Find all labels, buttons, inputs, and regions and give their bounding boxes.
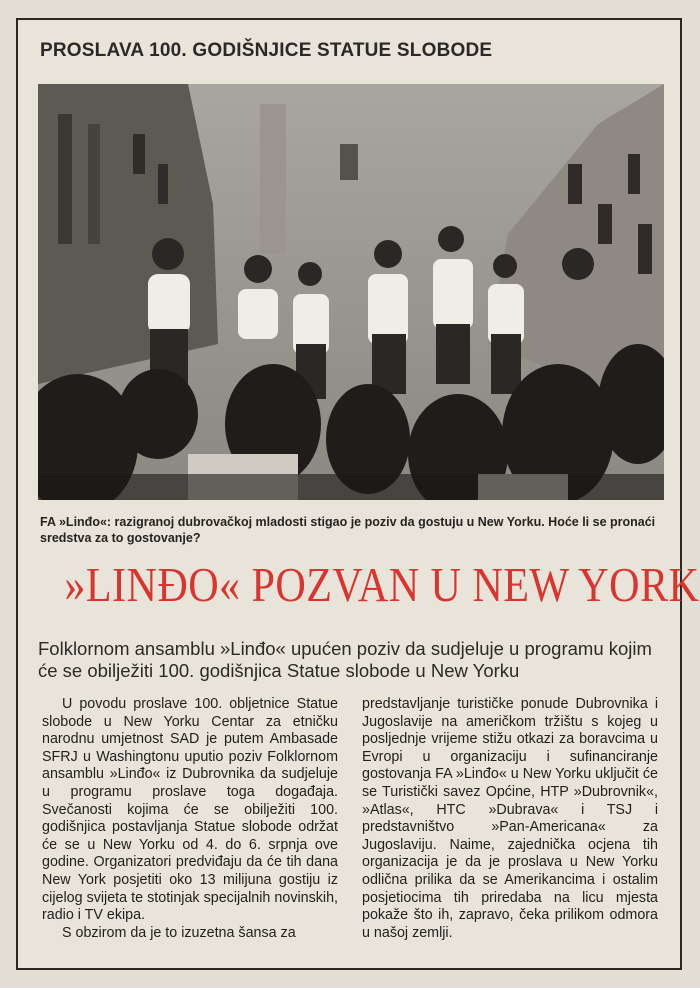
article-kicker: PROSLAVA 100. GODIŠNJICE STATUE SLOBODE (40, 40, 493, 61)
body-column-right (362, 696, 658, 942)
body-paragraph: S obzirom da je to izuzetna šansa za (62, 924, 296, 941)
article-photo (38, 84, 664, 500)
folk-dancers-photo (38, 84, 664, 500)
photo-caption: FA »Linđo«: razigranoj dubrovačkoj mladosti stigao je poziv da gostuju u New Yorku. Hoće li se pronaći sredstva za to gostovanje? (40, 515, 656, 545)
article-headline: »LINĐO« POZVAN U NEW YORK (64, 557, 700, 612)
article-frame (16, 18, 700, 970)
body-column-left (42, 696, 338, 942)
article-lead: Folklornom ansamblu »Linđo« upućen poziv da sudjeluje u programu kojim će se obilježiti 100. godišnjica Statue slobode u New Yorku (38, 638, 652, 681)
body-paragraph: predstavljanje turističke ponude Dubrovnika i Jugoslavije na američkom tržištu s kojeg u posljednje vrijeme stižu otkazi za boravcima u Evropi u organizaciju i sufinanciranje gostovanja FA »Linđo« u New Yorku uključit će se Turistički savez Općine, HTP »Dubrovnik«, »Atlas«, HTC »Dubrava« i TSJ i predstavništvo »Pan-Americana« za Jugoslaviju. Naime, zajednička ocjena tih organizacija je da je proslava u New Yorku odlična prilika da se Amerikancima i ostalim posjetiocima tih priredaba na licu mjesta pokaže što ih, zapravo, čeka prilikom odmora u našoj zemlji. (362, 696, 658, 941)
body-paragraph: U povodu proslave 100. obljetnice Statue slobode u New Yorku Centar za etničku narodnu umjetnost SAD je putem Ambasade SFRJ u Washingtonu uputio poziv Folklornom ansamblu »Linđo« iz Dubrovnika da sudjeluje u programu proslave toga događaja. Svečanosti kojima će se obilježiti 100. godišnjica postavljanja Statue slobode održat će se u New Yorku od 4. do 6. srpnja ove godine. Organizatori predviđaju da će tih dana New York posjetiti oko 13 milijuna gostiju iz cijelog svijeta te stotinjak specijalnih novinskih, radio i TV ekipa. (42, 696, 338, 924)
